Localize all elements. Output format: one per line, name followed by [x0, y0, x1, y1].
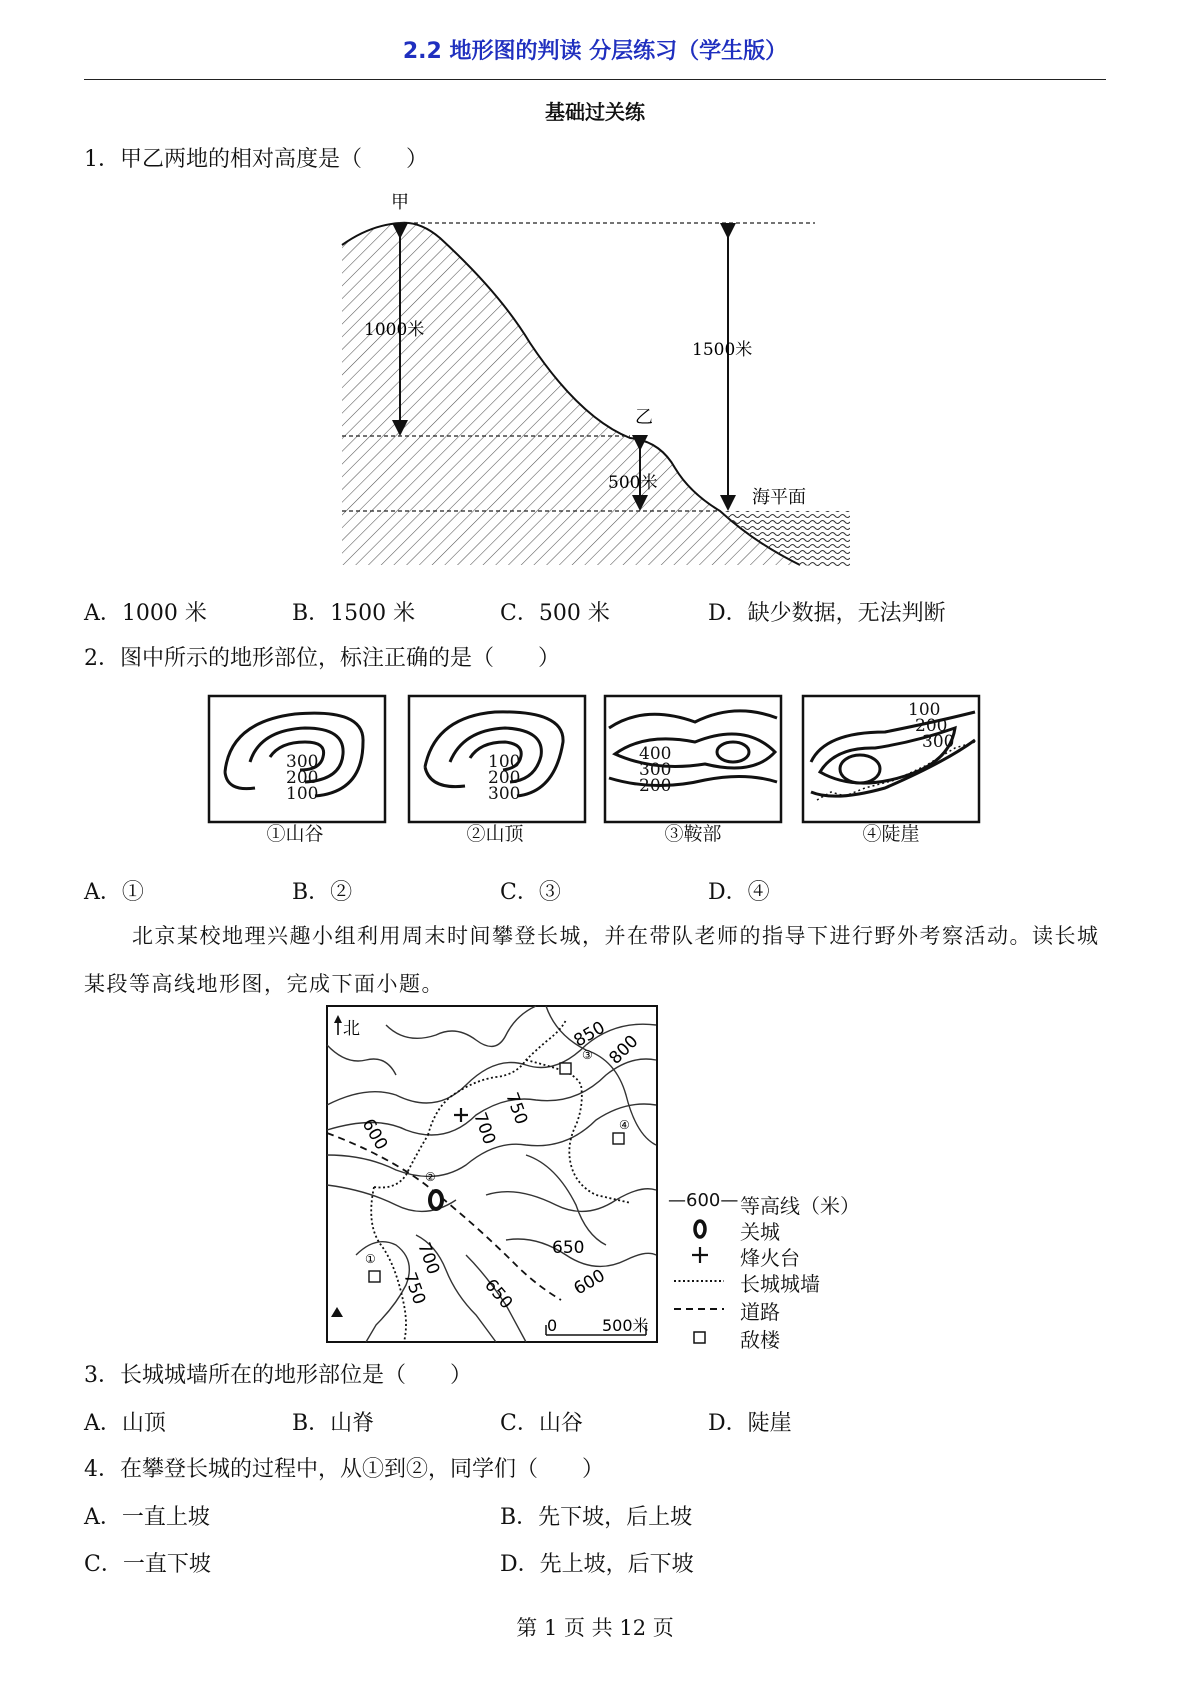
- legend-road-label: 道路: [740, 1300, 780, 1324]
- marker-1: ①: [365, 1252, 376, 1266]
- p1-label-200: 200: [286, 768, 319, 788]
- legend-dotted-line-icon: [668, 1268, 728, 1294]
- legend-road: [668, 1296, 898, 1322]
- q3-option-c[interactable]: C．山谷: [500, 1411, 583, 1436]
- label-500m: 500米: [608, 473, 658, 493]
- marker-2: ②: [425, 1170, 436, 1184]
- q2-option-d[interactable]: D．④: [708, 880, 770, 905]
- contour-label-750-b: 750: [399, 1269, 430, 1308]
- scale-zero: 0: [547, 1316, 558, 1335]
- legend-beacon-label: 烽火台: [740, 1246, 800, 1270]
- p2-label-300: 300: [488, 784, 521, 804]
- question-2-stem: 2．图中所示的地形部位，标注正确的是（ ）: [84, 646, 560, 671]
- q1-option-c[interactable]: C．500 米: [500, 601, 610, 626]
- contour-label-700-b: 700: [413, 1239, 444, 1278]
- p2-label-200: 200: [488, 768, 521, 788]
- q3-option-d[interactable]: D．陡崖: [708, 1411, 792, 1436]
- watchtower-3: [560, 1063, 571, 1074]
- reading-passage: [84, 912, 1106, 1008]
- scale-distance: 500米: [602, 1316, 649, 1335]
- section-title: 基础过关练: [545, 100, 645, 124]
- contour-label-800: 800: [605, 1031, 643, 1069]
- q4-option-d[interactable]: D．先上坡，后下坡: [500, 1552, 694, 1577]
- legend-square-icon: [668, 1324, 728, 1350]
- q4-option-b[interactable]: B．先下坡，后上坡: [500, 1505, 693, 1530]
- legend-wall-label: 长城城墙: [740, 1272, 820, 1296]
- p4-label-200: 200: [915, 716, 948, 736]
- north-label: 北: [343, 1019, 360, 1039]
- p2-caption: ②山顶: [466, 823, 524, 845]
- label-sea-level: 海平面: [752, 487, 806, 508]
- p4-label-300: 300: [922, 732, 955, 752]
- great-wall-contour-map: [326, 1005, 658, 1343]
- legend-wall: [668, 1268, 898, 1294]
- legend-ring-icon: [668, 1216, 728, 1242]
- contour-label-850: 850: [570, 1017, 609, 1052]
- legend-dashed-line-icon: [668, 1296, 728, 1322]
- marker-4: ④: [619, 1118, 630, 1132]
- label-1000m: 1000米: [364, 320, 425, 340]
- q3-option-a[interactable]: A．山顶: [84, 1411, 166, 1436]
- p1-caption: ①山谷: [266, 823, 324, 845]
- p1-label-100: 100: [286, 784, 319, 804]
- p3-label-200: 200: [639, 776, 672, 796]
- contour-label-600-a: 600: [357, 1115, 392, 1154]
- marker-3: ③: [582, 1048, 593, 1062]
- label-jia: 甲: [391, 192, 409, 213]
- q2-option-a[interactable]: A．①: [84, 880, 144, 905]
- q4-option-a[interactable]: A．一直上坡: [84, 1505, 210, 1530]
- p3-label-400: 400: [639, 744, 672, 764]
- q2-option-c[interactable]: C．③: [500, 880, 561, 905]
- watchtower-1: [369, 1271, 380, 1282]
- q1-option-d[interactable]: D．缺少数据，无法判断: [708, 601, 946, 626]
- question-4-stem: 4．在攀登长城的过程中，从①到②，同学们（ ）: [84, 1457, 604, 1482]
- contour-label-600-b: 600: [570, 1265, 609, 1300]
- legend-tower-label: 敌楼: [740, 1328, 780, 1352]
- p4-label-100: 100: [908, 700, 941, 720]
- watchtower-4: [613, 1133, 624, 1144]
- question-1-stem: 1．甲乙两地的相对高度是（ ）: [84, 147, 428, 172]
- legend-plus-icon: [668, 1242, 728, 1268]
- p3-caption: ③鞍部: [664, 823, 722, 845]
- q1-option-a[interactable]: A．1000 米: [84, 601, 207, 626]
- q2-option-b[interactable]: B．②: [292, 880, 353, 905]
- p3-label-300: 300: [639, 760, 672, 780]
- question-3-stem: 3．长城城墙所在的地形部位是（ ）: [84, 1363, 472, 1388]
- contour-label-700: 700: [469, 1109, 500, 1148]
- passage-text: 北京某校地理兴趣小组利用周末时间攀登长城，并在带队老师的指导下进行野外考察活动。读长城某段等高线地形图，完成下面小题。: [84, 924, 1100, 996]
- legend-pass-label: 关城: [740, 1220, 780, 1244]
- contour-label-650-a: 650: [552, 1238, 585, 1258]
- legend-contour: [668, 1190, 898, 1216]
- legend-tower: [668, 1324, 898, 1350]
- legend-contour-label: 等高线（米）: [740, 1194, 860, 1218]
- p2-label-100: 100: [488, 752, 521, 772]
- page-footer: 第 1 页 共 12 页: [516, 1616, 674, 1640]
- legend-contour-symbol: —600—: [668, 1190, 739, 1211]
- q2-panel-labels: [205, 692, 985, 864]
- q1-option-b[interactable]: B．1500 米: [292, 601, 416, 626]
- legend-beacon: [668, 1242, 898, 1268]
- contour-label-750: 750: [501, 1089, 532, 1128]
- q3-option-b[interactable]: B．山脊: [292, 1411, 375, 1436]
- p4-caption: ④陡崖: [862, 823, 920, 845]
- label-yi: 乙: [635, 407, 653, 428]
- document-title: 2.2 地形图的判读 分层练习（学生版）: [402, 39, 788, 64]
- legend-pass: [668, 1216, 898, 1242]
- label-1500m: 1500米: [692, 340, 753, 360]
- q4-option-c[interactable]: C．一直下坡: [84, 1552, 211, 1577]
- q1-profile-figure: [330, 183, 860, 573]
- p1-label-300: 300: [286, 752, 319, 772]
- pass-city-icon: [430, 1191, 442, 1209]
- header-divider: [84, 79, 1106, 80]
- contour-label-650-b: 650: [480, 1275, 517, 1314]
